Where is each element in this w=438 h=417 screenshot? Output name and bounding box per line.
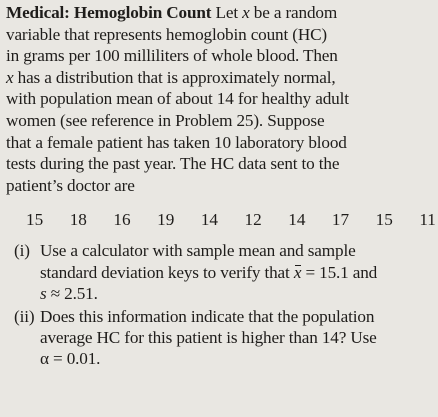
sample-sd-symbol: s — [40, 284, 47, 304]
data-value: 15 — [375, 210, 393, 230]
problem-statement — [6, 2, 434, 196]
part-label: (ii) — [14, 306, 35, 326]
problem-line-1 — [6, 2, 434, 24]
data-value: 17 — [331, 210, 350, 230]
part-i-line-2-text-a: standard deviation keys to verify that — [40, 262, 294, 282]
data-value: 19 — [157, 210, 175, 230]
sample-mean-symbol: x — [293, 262, 302, 282]
problem-line-6: women (see reference in Problem 25). Suppose — [6, 110, 325, 130]
hc-data-values — [26, 209, 436, 230]
question-parts — [6, 240, 434, 369]
data-value: 14 — [200, 210, 218, 230]
part-ii-line-3: α = 0.01. — [40, 349, 101, 369]
data-value: 16 — [113, 210, 131, 230]
part-i-line-3-text: ≈ 2.51. — [46, 284, 98, 304]
problem-line-2: variable that represents hemoglobin count (HC) — [6, 24, 327, 44]
problem-line-9: patient’s doctor are — [6, 175, 135, 195]
problem-line-1-text-b: be a random — [249, 3, 338, 22]
part-i — [6, 240, 434, 304]
problem-line-5: with population mean of about 14 for healthy adult — [6, 89, 349, 109]
problem-line-8: tests during the past year. The HC data sent to the — [6, 154, 340, 174]
data-value: 11 — [419, 210, 436, 230]
problem-line-4 — [6, 67, 434, 89]
data-value: 14 — [288, 210, 306, 230]
part-i-line-1: Use a calculator with sample mean and sample — [40, 241, 356, 261]
part-label: (i) — [14, 241, 30, 261]
variable-x: x — [6, 67, 14, 87]
problem-line-1-text-a: Let — [211, 3, 243, 22]
problem-line-3: in grams per 100 milliliters of whole blood. Then — [6, 46, 338, 66]
variable-x: x — [242, 3, 250, 22]
data-value: 12 — [244, 210, 262, 230]
part-i-line-2-text-b: = 15.1 and — [301, 262, 378, 282]
part-ii-line-1: Does this information indicate that the population — [40, 306, 375, 326]
part-ii-line-2: average HC for this patient is higher than 14? Use — [40, 327, 377, 347]
data-value: 15 — [26, 210, 44, 230]
problem-line-7: that a female patient has taken 10 laboratory blood — [6, 132, 347, 152]
problem-line-4-text: has a distribution that is approximately normal, — [13, 67, 336, 87]
part-i-line-3 — [40, 283, 434, 304]
problem-title: Medical: Hemoglobin Count — [6, 3, 212, 22]
part-i-line-2 — [40, 262, 434, 283]
part-ii — [6, 306, 434, 370]
data-value: 18 — [69, 210, 87, 230]
